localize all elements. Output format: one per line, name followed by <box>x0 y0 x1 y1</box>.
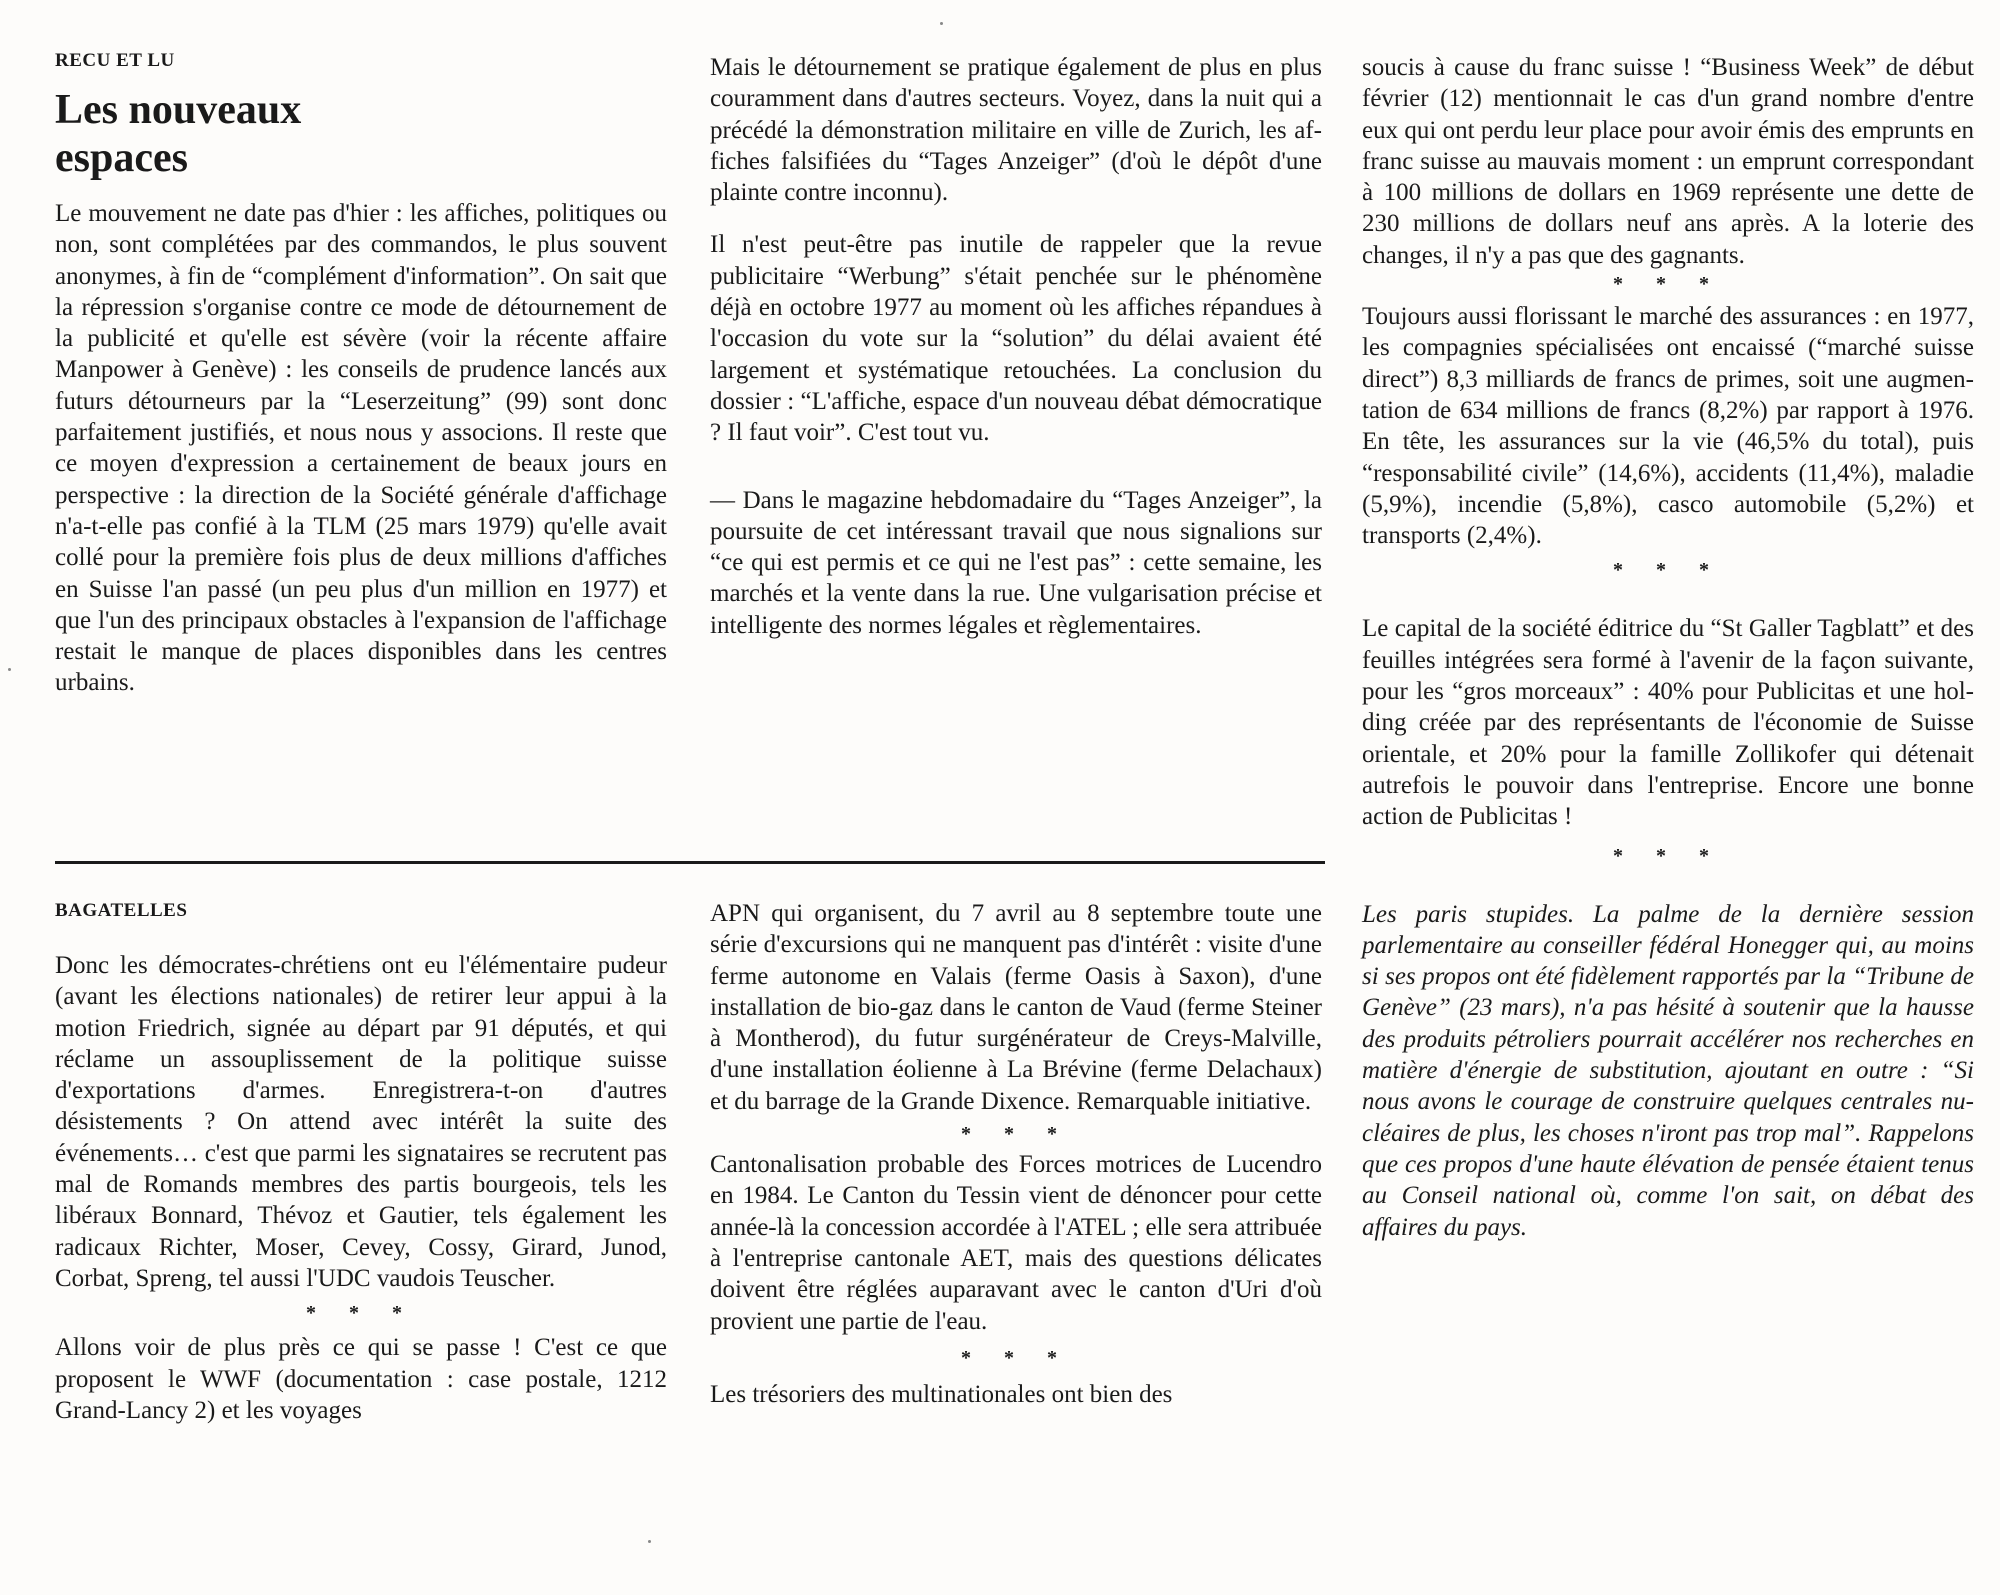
title-line-2: espaces <box>55 135 188 181</box>
scan-speck <box>8 668 11 671</box>
separator-stars: * * * <box>1613 273 1723 296</box>
separator-stars: * * * <box>306 1302 416 1325</box>
recu-col2-paragraph-3: — Dans le magazine hebdomadaire du “Tages Anzeiger”, la poursuite de cet intéressant travail que nous signalions sur “ce qui est permis et ce qui ne l'est pas” : cette semaine, les marchés et la vente dans la rue. Une vulgarisation précise et intelligente des normes légales et règlementaires. <box>710 486 1322 639</box>
recu-column-1 <box>55 50 667 699</box>
separator-stars: * * * <box>1613 559 1723 582</box>
recu-col2-paragraph-2: Il n'est peut-être pas inutile de rappeler que la revue publicitaire “Werbung” s'était penchée sur le phénomène déjà en octobre 1977 au moment où les affiches répandues à l'occasion du vote sur la “solution” du délai avaient été largement et systématique retouchées. La conclusion du dossier : “L'affiche, espace d'un nouveau débat démocratique ? Il faut voir”. C'est tout vu. <box>710 231 1322 447</box>
bagatelles-col1-paragraph-1: Donc les démocrates-chrétiens ont eu l'élémentaire pudeur (avant les élections nationales) de retirer leur appui à la motion Friedrich, signée au départ par 91 députés, et qui réclame un assouplissement de la politique suisse d'exportations d'armes. Enregistrera-t-on d'autres désistements ? On attend avec intérêt la suite des événements… c'est que parmi les signataires se recrutent pas mal de Romands membres des partis bourgeois, tels les libéraux Bonnard, Thévoz et Gautier, tels également les radicaux Richter, Moser, Cevey, Cossy, Girard, Junod, Corbat, Spreng, tel aussi l'UDC vaudois Teuscher. <box>55 952 667 1292</box>
separator-stars: * * * <box>961 1123 1071 1146</box>
separator-stars: * * * <box>1613 844 1723 867</box>
bagatelles-col2-paragraph-2: Cantonalisation probable des Forces motrices de Lucendro en 1984. Le Canton du Tessin vient de dénoncer pour cette année-là la concession accordée à l'ATEL ; elle sera attribuée à l'entreprise cantonale AET, mais des questions délicates doivent être réglées auparavant avec le canton d'Uri d'où provient une partie de l'eau. <box>710 1151 1322 1335</box>
bagatelles-col2-paragraph-3: Les trésoriers des multinationales ont bien des <box>710 1380 1173 1408</box>
col3-paragraph-paris-stupides: Les paris stupides. La palme de la dernière session parlementaire au conseiller fédéral Honegger qui, au moins si ses propos ont été fidèlement rapportés par la “Tribune de Genève” (23 mars), n'a pas hésité à soutenir que la hausse des produits pétroliers pourrait accélérer nos recherches en matière d'énergie de substitution, ajoutant en outre : “Si nous avons le courage de construire quelques centrales nucléaires de plus, les choses n'iront pas trop mal”. Rappelons que ces propos d'une haute élévation de pensée étaient tenus au Conseil national où, comme l'on sait, on débat des affaires du pays. <box>1362 900 1974 1241</box>
col3-paragraph-tagblatt: Le capital de la société éditrice du “St Galler Tagblatt” et des feuilles intégrées sera formé à l'avenir de la façon suivante, pour les “gros morceaux” : 40% pour Publicitas et une holding créée par des représentants de l'économie de Suisse orientale, et 20% pour la famille Zollikofer qui détenait autrefois le pouvoir dans l'entreprise. Encore une bonne action de Publicitas ! <box>1362 615 1974 831</box>
recu-col2-paragraph-1: Mais le détournement se pratique également de plus en plus couramment dans d'autres secteurs. Voyez, dans la nuit qui a précédé la démonstration militaire en ville de Zurich, les affiches falsifiées du “Tages Anzeiger” (d'où le dépôt d'une plainte contre inconnu). <box>710 54 1322 207</box>
article-title <box>55 86 667 182</box>
section-kicker-recu: RECU ET LU <box>55 50 175 71</box>
right-column <box>1362 52 1974 1243</box>
bagatelles-col1-paragraph-2: Allons voir de plus près ce qui se passe ! C'est ce que proposent le WWF (documentation : case postale, 1212 Grand-Lancy 2) et les voyages <box>55 1334 667 1424</box>
scan-speck <box>648 1540 651 1543</box>
recu-col1-paragraph: Le mouvement ne date pas d'hier : les affiches, politiques ou non, sont complétées par des commandos, le plus souvent anonymes, à fin de “complément d'information”. On sait que la répression s'organise contre ce mode de détournement de la publicité et qu'elle est sévère (voir la récente affaire Manpower à Genève) : les conseils de prudence lancés aux futurs détourneurs par la “Leserzeitung” (99) sont donc parfaitement justifiés, et nous nous y associons. Il reste que ce moyen d'expression a certainement de beaux jours en perspective : la direction de la Société générale d'affichage n'a-t-elle pas confié à la TLM (25 mars 1979) qu'elle avait collé pour la première fois plus de deux millions d'affiches en Suisse l'an passé (un peu plus d'un million en 1977) et que l'un des principaux obstacles à l'expansion de l'affichage restait le manque de places disponibles dans les centres urbains. <box>55 200 667 697</box>
col3-paragraph-assurances: Toujours aussi florissant le marché des assurances : en 1977, les compagnies spécialisées ont encaissé (“marché suisse direct”) 8,3 milliards de francs de primes, soit une augmentation de 634 millions de francs (8,2%) par rapport à 1976. En tête, les assurances sur la vie (46,5% du total), puis “responsabilité civile” (14,6%), accidents (11,4%), maladie (5,9%), incendie (5,8%), casco automobile (5,2%) et transports (2,4%). <box>1362 303 1974 550</box>
section-divider-rule <box>55 861 1325 864</box>
bagatelles-column-1 <box>55 900 667 1426</box>
bagatelles-column-2 <box>710 898 1322 1410</box>
title-line-1: Les nouveaux <box>55 87 302 133</box>
separator-stars: * * * <box>961 1346 1071 1369</box>
recu-column-2 <box>710 52 1322 641</box>
section-kicker-bagatelles: BAGATELLES <box>55 900 188 921</box>
scan-speck <box>940 22 943 25</box>
col3-paragraph-business-week: soucis à cause du franc suisse ! “Business Week” de début février (12) mentionnait le cas d'un grand nombre d'entre eux qui ont perdu leur place pour avoir émis des emprunts en franc suisse au mauvais moment : un emprunt correspondant à 100 millions de dollars en 1969 représente une dette de 230 millions de dollars neuf ans après. A la loterie des changes, il n'y a pas que des gagnants. <box>1362 54 1974 269</box>
bagatelles-col2-paragraph-1: APN qui organisent, du 7 avril au 8 septembre toute une série d'excursions qui ne manquent pas d'intérêt : visite d'une ferme autonome en Valais (ferme Oasis à Saxon), d'une installation de bio-gaz dans le canton de Vaud (ferme Steiner à Montherod), du futur surgénérateur de Creys-Malville, d'une installation éolienne à La Brévine (ferme Delachaux) et du barrage de la Grande Dixence. Remarquable initiative. <box>710 900 1322 1115</box>
